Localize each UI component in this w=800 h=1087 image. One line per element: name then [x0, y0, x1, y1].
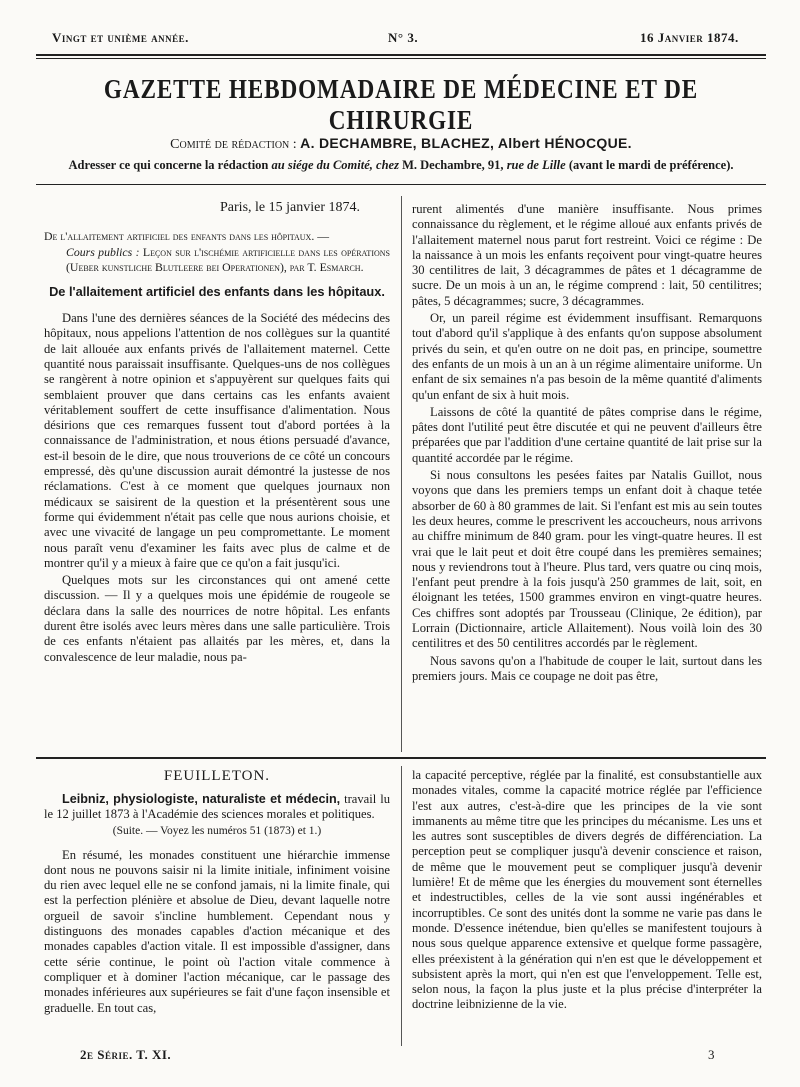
- feuilleton-title-rest: travail lu le 12 juillet 1873 à l'Académie des sciences morales et politiques.: [44, 792, 390, 822]
- article-paragraph: Si nous consultons les pesées faites par Natalis Guillot, nous voyons que dans les premiers temps un enfant doit à chaque tetée absorber de 60 à 80 grammes de lait. Si l'enfant est mis au sein toutes les deux heures, comme le prescrivent les accoucheurs, nous arrivons au chiffre minimum de 840 gram. pour les vingt-quatre heures. Il est vrai que le lait peut et doit être coupé dans les premières semaines; nous y reviendrons tout à l'heure. Plus tard, vers quatre ou cinq mois, l'enfant peut prendre à la fois jusqu'à 250 grammes de lait, soit, en éloignant les tetées, 1500 grammes environ en vingt-quatre heures. Ces chiffres sont adoptés par Trousseau (Clinique, 2e édition), par Lorrain (Dictionnaire, article Allaitement). Nous voilà loin des 30 centilitres et des 50 centilitres accordés par le règlement.: [412, 468, 762, 651]
- address-part: (avant le mardi de préférence).: [568, 158, 734, 172]
- article-paragraph: Quelques mots sur les circonstances qui ont amené cette discussion. — Il y a quelques mois une épidémie de rougeole se déclara dans la salle des nourrices de notre hôpital. Les enfants durent être isolés avec leurs mères dans une salle particulière. Trois de ces enfants n'étaient pas allaités par les mères, et, dans la convalescence de leur maladie, nous pa-: [44, 573, 390, 664]
- article-right-column: [412, 202, 762, 686]
- masthead-rule: [36, 184, 766, 185]
- footer-series: 2e Série. T. XI.: [80, 1047, 172, 1062]
- address-part: Adresser ce qui concerne la rédaction: [68, 158, 269, 172]
- address-part: M. Dechambre, 91,: [402, 158, 504, 172]
- article-paragraph: rurent alimentés d'une manière insuffisante. Nous primes connaissance du règlement, et le régime alloué aux enfants privés de l'allaitement maternel nous parut fort restreint. Voici ce régime : De la naissance à un mois les enfants reçoivent pour vingt-quatre heures 30 centilitres de lait, 3 décagrammes de pâtes et 1 décagramme de sucre. De un mois à un an, le régime comprend : lait, 50 centilitres; pâtes, 5 décagrammes; sucre, 3 décagrammes.: [412, 202, 762, 308]
- feuilleton-heading: FEUILLETON.: [163, 768, 271, 784]
- feuilleton-title: [44, 792, 390, 822]
- editorial-committee: [36, 135, 766, 153]
- feuilleton-column-divider: [401, 766, 402, 1046]
- masthead-title: GAZETTE HEBDOMADAIRE DE MÉDECINE ET DE CHIRURGIE: [103, 74, 699, 135]
- address-part: au siége du Comité,: [271, 158, 373, 172]
- feuilleton-paragraph: la capacité perceptive, réglée par la finalité, est consubstantielle aux monades vitales, comme la capacité motrice réglée par l'efficience l'est aux autres, c'est-à-dire que les principes de la vie sont immanents au même titre que les principes du mécanisme. Les uns et les autres sont susceptibles de divers degrés de différenciation. La perception peut se compliquer jusqu'à devenir conscience et raison, de même que le mouvement peut se compliquer jusqu'à devenir lumière! Et de même que les énergies du mouvement sont éternelles et indestructibles, celles de la vie sont aussi ingénérables et incorruptibles. Ce sont des unités dont la somme ne varie pas dans le monde. D'essence inétendue, bien qu'elles se manifestent toujours à nous sous quelque apparence extensive et quelque forme passagère, elles préexistent à la génération qui n'en est que le développement et subsistent après la mort, qui n'en est que l'enveloppement. Telle est, selon nous, la façon la plus juste et la plus précise d'interpréter la doctrine leibnizienne de la vie.: [412, 768, 762, 1012]
- header-rule-thin: [36, 58, 766, 59]
- feuilleton-right-column: [412, 768, 762, 1015]
- article-paragraph: Dans l'une des dernières séances de la Société des médecins des hôpitaux, nous appelions l'attention de nos collègues sur la quantité de lait allouée aux enfants privés de l'allaitement maternel. Cette quantité nous paraissait insuffisante. Quelques-uns de nos collègues se rangèrent à notre opinion et s'appuyèrent sur quelques faits qui semblaient prouver que dans certains cas les enfants avaient véritablement souffert de cette insuffisance d'alimentation. Nous désirions que ces remarques fussent tout d'abord portées à la connaissance de l'administration, et nous étions persuadé d'avance, est-il besoin de le dire, que nous trouverions de ce côté un concours empressé, dès qu'une discussion aurait démontré la justesse de nos réclamations. C'est à ce moment que quelques journaux non médicaux se saisirent de la question et la présentèrent sous une forme qui évidemment n'était pas celle que nous aurions choisie, et avec une vivacité de langage un peu compromettante. Le moment nous paraît venu d'examiner les faits avec plus de calme et de montrer qu'il y a mieux à faire que ce qu'on a fait jusqu'ici.: [44, 311, 390, 570]
- committee-label: Comité de rédaction :: [170, 137, 297, 152]
- feuilleton-rule: [36, 757, 766, 759]
- summary-label: Cours publics :: [66, 244, 140, 259]
- article-left-column: [44, 196, 390, 667]
- address-part: rue de Lille: [506, 158, 566, 172]
- header-rule: [36, 54, 766, 56]
- feuilleton-left-column: [44, 767, 390, 1018]
- article-dateline: Paris, le 15 janvier 1874.: [220, 200, 360, 215]
- article-paragraph: Laissons de côté la quantité de pâtes comprise dans le régime, pâtes dont l'utilité peut être discutée et qui ne peuvent d'ailleurs être préparées que par l'addition d'une certaine quantité de lait prise sur la quantité accordée par le régime.: [412, 404, 762, 465]
- article-summary: [44, 229, 390, 276]
- feuilleton-title-bold: Leibniz, physiologiste, naturaliste et médecin,: [62, 792, 341, 807]
- feuilleton-suite-note: (Suite. — Voyez les numéros 51 (1873) et 1.): [112, 825, 322, 838]
- header-year: Vingt et unième année.: [52, 30, 189, 45]
- article-paragraph: Or, un pareil régime est évidemment insuffisant. Remarquons tout d'abord qu'il s'applique à des enfants qu'on suppose absolument privés du sein, et qu'en outre on ne doit pas, en principe, soumettre des enfants de un mois à un an à un régime alimentaire uniforme. Un enfant de six semaines n'a pas besoin de la même quantité d'aliments qu'un enfant de six à huit mois.: [412, 311, 762, 402]
- feuilleton-paragraph: En résumé, les monades constituent une hiérarchie immense dont nous ne pouvons saisir ni la limite initiale, infiniment voisine du rien avec lequel elle ne se confond jamais, ni la limite finale, qui est la perfection plénière et absolue de Dieu, devant laquelle notre orgueil de savoir s'incline humblement. Cependant nous y distinguons des monades capables d'action mécanique et des monades capables d'action vitale. Il est impossible d'assigner, dans cette série continue, le point où l'action vitale commence à compliquer et à dominer l'action mécanique, car le passage des monades inférieures aux supérieures se fait d'une façon insensible et graduelle. En tout cas,: [44, 847, 390, 1015]
- editorial-address: [36, 158, 766, 173]
- page-number: 3: [708, 1047, 715, 1062]
- header-issue-number: N° 3.: [388, 30, 419, 45]
- summary-item: Leçon sur l'ischémie artificielle dans les opérations (Ueber kunstliche Blutleere bei Operationen), par T. Esmarch.: [66, 244, 390, 275]
- article-paragraph: Nous savons qu'on a l'habitude de couper le lait, surtout dans les premiers jours. Mais ce coupage ne doit pas être,: [412, 653, 762, 683]
- address-part: chez: [376, 158, 399, 172]
- committee-names: A. DECHAMBRE, BLACHEZ, Albert HÉNOCQUE.: [300, 135, 632, 151]
- header-date: 16 Janvier 1874.: [640, 30, 739, 45]
- summary-item: De l'allaitement artificiel des enfants dans les hôpitaux. —: [44, 229, 330, 244]
- column-divider: [401, 196, 402, 752]
- article-title: De l'allaitement artificiel des enfants dans les hôpitaux.: [49, 283, 385, 299]
